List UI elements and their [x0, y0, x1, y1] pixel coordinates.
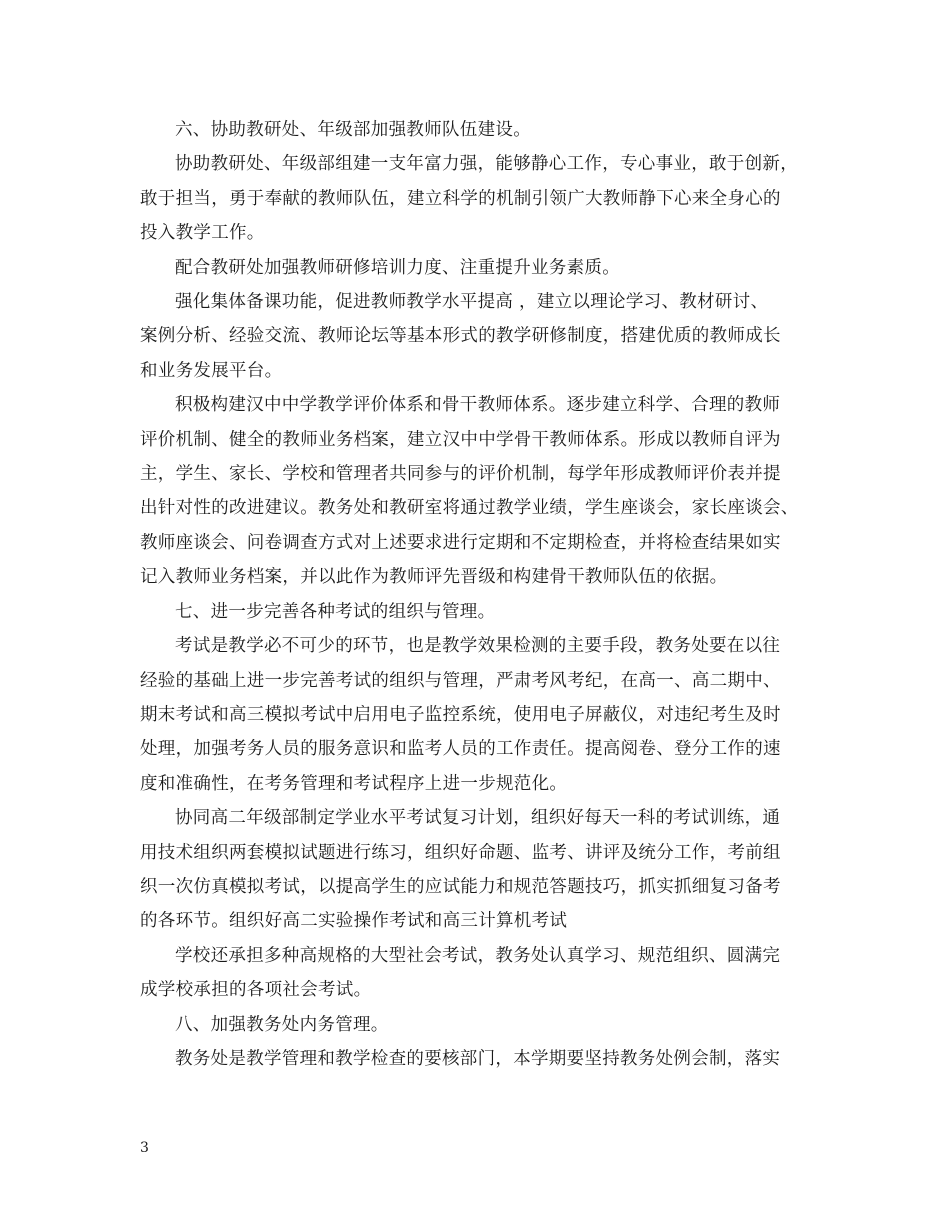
section-heading-8: 八、加强教务处内务管理。 [175, 1014, 389, 1035]
paragraph-collective-lesson-prep: 强化集体备课功能，促进教师教学水平提高 ，建立以理论学习、教材研讨、 案例分析、经验交流、教师论坛等基本形式的教学研修制度，搭建优质的教师成长 和业务发展平台。 [140, 292, 781, 381]
paragraph-teacher-team: 协助教研处、年级部组建一支年富力强，能够静心工作，专心事业，敢于创新， 敢于担当，勇于奉献的教师队伍，建立科学的机制引领广大教师静下心来全身心的 投入教学工作。 [140, 154, 798, 244]
paragraph-exam-review-plan: 协同高二年级部制定学业水平考试复习计划，组织好每天一科的考试训练，通 用技术组织两套模拟试题进行练习，组织好命题、监考、讲评及统分工作，考前组 织一次仿真模拟考试，以提高学生的应试能力和规范答题技巧，抓实抓细复习备考 的各环节。组织好高二实验操作考试和高三计算机考试 [140, 808, 781, 932]
paragraph-social-exams: 学校还承担多种高规格的大型社会考试，教务处认真学习、规范组织、圆满完 成学校承担的各项社会考试。 [140, 945, 781, 1001]
page-number: 3 [140, 1140, 149, 1156]
paragraph-internal-management: 教务处是教学管理和教学检查的要核部门，本学期要坚持教务处例会制，落实 [175, 1048, 781, 1069]
section-heading-7: 七、进一步完善各种考试的组织与管理。 [175, 601, 496, 622]
section-heading-6: 六、协助教研处、年级部加强教师队伍建设。 [175, 120, 531, 140]
paragraph-training: 配合教研处加强教师研修培训力度、注重提升业务素质。 [175, 257, 620, 278]
paragraph-evaluation-system: 积极构建汉中中学教学评价体系和骨干教师体系。逐步建立科学、合理的教师 评价机制、健全的教师业务档案，建立汉中中学骨干教师体系。形成以教师自评为 主，学生、家长、学校和管理者共同参与的评价机制，每学年形成教师评价表并提 出针对性的改进建议。教务处和教研室将通过教学业绩，学生座谈会，家长座谈会、 教师座谈会、问卷调查方式对上述要求进行定期和不定期检查，并将检查结果如实 记入教师业务档案，并以此作为教师评先晋级和构建骨干教师队伍的依据。 [140, 395, 799, 588]
paragraph-exam-management: 考试是教学必不可少的环节，也是教学效果检测的主要手段，教务处要在以往 经验的基础上进一步完善考试的组织与管理，严肃考风考纪，在高一、高二期中、 期末考试和高三模拟考试中启用电子监控系统，使用电子屏蔽仪，对违纪考生及时 处理，加强考务人员的服务意识和监考人员的工作责任。提高阅卷、登分工作的速 度和准确性，在考务管理和考试程序上进一步规范化。 [140, 636, 781, 794]
document-body [140, 113, 830, 1076]
